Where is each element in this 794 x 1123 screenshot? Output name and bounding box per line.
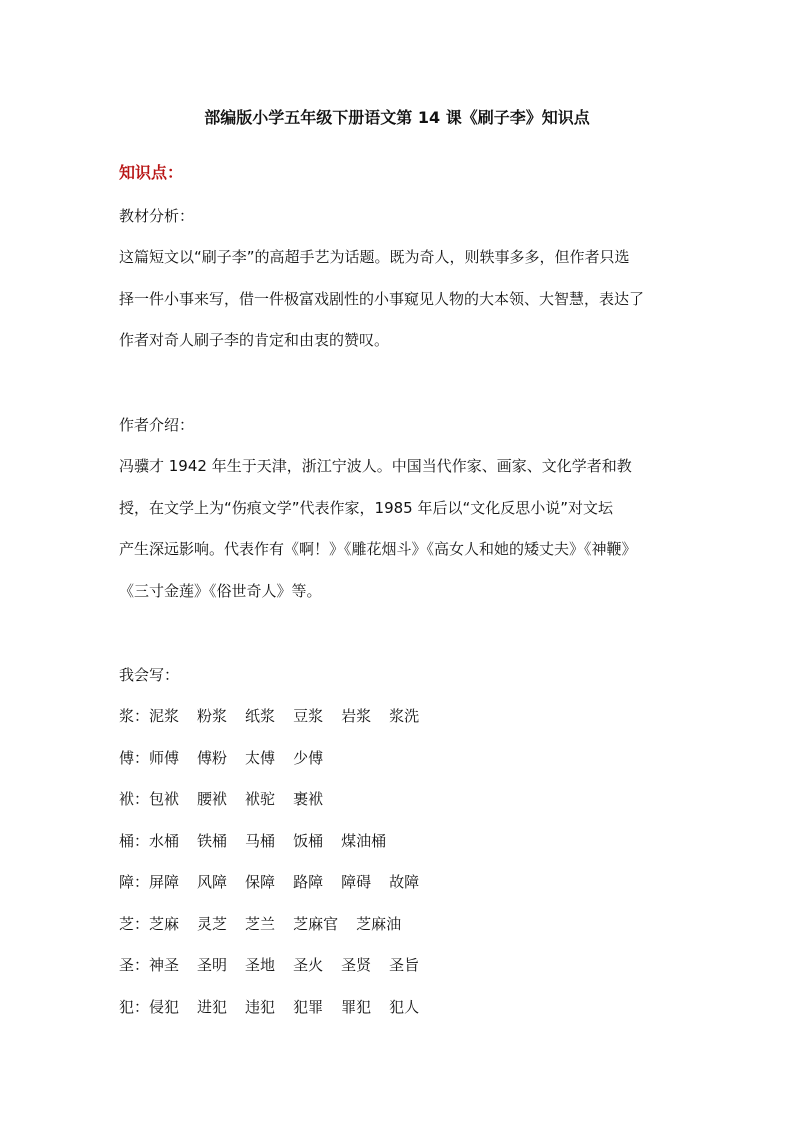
analysis-label: 教材分析： [119, 207, 195, 225]
word: 进犯 [197, 998, 228, 1016]
word-row-head: 芝： [119, 915, 150, 933]
word-row-head: 傅： [119, 749, 150, 767]
word: 煤油桶 [341, 832, 387, 850]
word-row [119, 746, 341, 770]
word-row-head: 浆： [119, 707, 150, 725]
word-row-head: 袱： [119, 790, 150, 808]
word: 泥浆 [149, 707, 180, 725]
word: 豆浆 [293, 707, 324, 725]
word-row [119, 787, 341, 811]
word: 袱驼 [245, 790, 276, 808]
word-row-head: 桶： [119, 832, 150, 850]
word: 芝麻官 [293, 915, 339, 933]
word: 腰袱 [197, 790, 228, 808]
page-title: 部编版小学五年级下册语文第 14 课《刷子李》知识点 [204, 108, 590, 127]
analysis-line: 作者对奇人刷子李的肯定和由衷的赞叹。 [119, 331, 390, 349]
word: 师傅 [149, 749, 180, 767]
word: 故障 [389, 873, 420, 891]
author-line: 《三寸金莲》《俗世奇人》等。 [119, 581, 322, 600]
writing-label: 我会写： [119, 666, 180, 684]
word: 圣明 [197, 956, 228, 974]
word: 圣火 [293, 956, 324, 974]
word: 芝兰 [245, 915, 276, 933]
word-row-head: 障： [119, 873, 150, 891]
word: 纸浆 [245, 707, 276, 725]
word: 保障 [245, 873, 276, 891]
word: 少傅 [293, 749, 324, 767]
analysis-line: 择一件小事来写，借一件极富戏剧性的小事窥见人物的大本领、大智慧，表达了 [119, 289, 645, 308]
word: 障碍 [341, 873, 372, 891]
word: 灵芝 [197, 915, 228, 933]
word: 粉浆 [197, 707, 228, 725]
word: 风障 [197, 873, 228, 891]
word-row-head: 圣： [119, 956, 150, 974]
analysis-paragraph [119, 237, 679, 362]
word-row [119, 953, 437, 977]
author-line: 产生深远影响。代表作有《啊！》《雕花烟斗》《高女人和她的矮丈夫》《神鞭》 [119, 540, 637, 558]
author-line: 冯骥才 1942 年生于天津，浙江宁波人。中国当代作家、画家、文化学者和教 [119, 457, 632, 475]
word: 屏障 [149, 873, 180, 891]
word: 侵犯 [149, 998, 180, 1016]
word: 包袱 [149, 790, 180, 808]
word: 违犯 [245, 998, 276, 1016]
word: 岩浆 [341, 707, 372, 725]
word: 路障 [293, 873, 324, 891]
word-row [119, 995, 437, 1019]
word: 芝麻油 [356, 915, 402, 933]
word-row-head: 犯： [119, 998, 150, 1016]
word: 犯罪 [293, 998, 324, 1016]
word-row [119, 870, 437, 894]
word: 圣旨 [389, 956, 420, 974]
word: 圣贤 [341, 956, 372, 974]
word: 圣地 [245, 956, 276, 974]
analysis-line: 这篇短文以“刷子李”的高超手艺为话题。既为奇人，则轶事多多，但作者只选 [119, 248, 630, 266]
author-paragraph [119, 446, 679, 612]
knowledge-heading: 知识点： [119, 163, 184, 182]
word: 罪犯 [341, 998, 372, 1016]
word: 芝麻 [149, 915, 180, 933]
word: 铁桶 [197, 832, 228, 850]
word: 浆洗 [389, 707, 420, 725]
word-row [119, 704, 437, 728]
word: 太傅 [245, 749, 276, 767]
author-label: 作者介绍： [119, 416, 195, 434]
word: 饭桶 [293, 832, 324, 850]
word: 神圣 [149, 956, 180, 974]
author-line: 授，在文学上为“伤痕文学”代表作家，1985 年后以“文化反思小说”对文坛 [119, 498, 614, 517]
word-row [119, 829, 404, 853]
word: 水桶 [149, 832, 180, 850]
word-row [119, 912, 419, 936]
word: 傅粉 [197, 749, 228, 767]
word: 犯人 [389, 998, 420, 1016]
word: 裹袱 [293, 790, 324, 808]
word: 马桶 [245, 832, 276, 850]
